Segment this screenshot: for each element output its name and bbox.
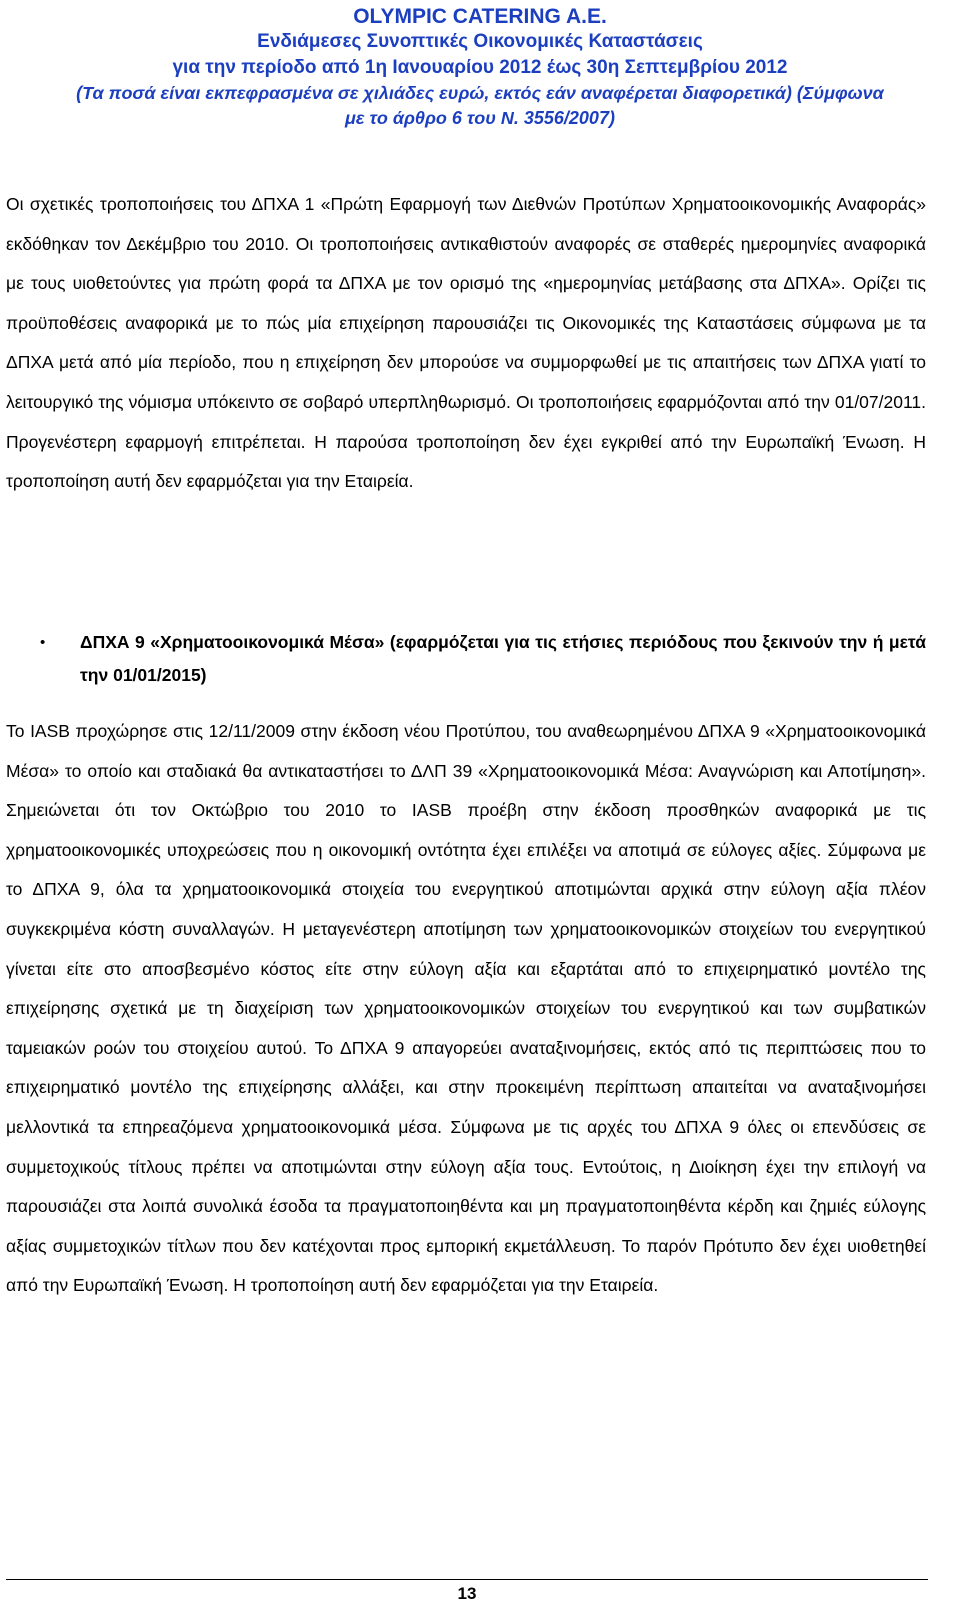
document-header [0, 4, 960, 131]
currency-note-line1: (Τα ποσά είναι εκπεφρασμένα σε χιλιάδες ευρώ, εκτός εάν αναφέρεται διαφορετικά) (Σύμφωνα [76, 83, 884, 103]
paragraph-ifrs9-description: Το IASB προχώρησε στις 12/11/2009 στην έκδοση νέου Προτύπου, του αναθεωρημένου ΔΠΧΑ 9 «Χρηματοοικονομικά Μέσα» το οποίο και σταδιακά θα αντικαταστήσει το ΔΛΠ 39 «Χρηματοοικονομικά Μέσα: Αναγνώριση και Αποτίμηση». Σημειώνεται ότι τον Οκτώβριο του 2010 το IASB προέβη στην έκδοση προσθηκών αναφορικά με τις χρηματοοικονομικές υποχρεώσεις που η οικονομική οντότητα έχει επιλέξει να αποτιμά σε εύλογες αξίες. Σύμφωνα με το ΔΠΧΑ 9, όλα τα χρηματοοικονομικά στοιχεία του ενεργητικού αποτιμώνται αρχικά στην εύλογη αξία πλέον συγκεκριμένα κόστη συναλλαγών. Η μεταγενέστερη αποτίμηση των χρηματοοικονομικών στοιχείων του ενεργητικού γίνεται είτε στο αποσβεσμένο κόστος είτε στην εύλογη αξία και εξαρτάται από το επιχειρηματικό μοντέλο της επιχείρησης σχετικά με τη διαχείριση των χρηματοοικονομικών στοιχείων του ενεργητικού και των συμβατικών ταμειακών ροών του στοιχείου αυτού. Το ΔΠΧΑ 9 απαγορεύει αναταξινομήσεις, εκτός από τις περιπτώσεις που το επιχειρηματικό μοντέλο της επιχείρησης αλλάξει, και στην προκειμένη περίπτωση απαιτείται να αναταξινομήσει μελλοντικά τα επηρεαζόμενα χρηματοοικονομικά μέσα. Σύμφωνα με τις αρχές του ΔΠΧΑ 9 όλες οι επενδύσεις σε συμμετοχικούς τίτλους πρέπει να αποτιμώνται στην εύλογη αξία τους. Εντούτοις, η Διοίκηση έχει την επιλογή να παρουσιάζει στα λοιπά συνολικά έσοδα τα πραγματοποιηθέντα και μη πραγματοποιηθέντα κέρδη και ζημιές εύλογης αξίας συμμετοχικών τίτλων που δεν κατέχονται προς εμπορική εκμετάλλευση. Το παρόν Πρότυπο δεν έχει υιοθετηθεί από την Ευρωπαϊκή Ένωση. Η τροποποίηση αυτή δεν εφαρμόζεται για την Εταιρεία. [6, 721, 926, 1296]
report-period: για την περίοδο από 1η Ιανουαρίου 2012 έως 30η Σεπτεμβρίου 2012 [172, 57, 788, 78]
company-name: OLYMPIC CATERING A.E. [353, 5, 607, 28]
report-title: Ενδιάμεσες Συνοπτικές Οικονομικές Καταστάσεις [257, 31, 703, 52]
bullet-heading: ΔΠΧΑ 9 «Χρηματοοικονομικά Μέσα» (εφαρμόζεται για τις ετήσιες περιόδους που ξεκινούν την ή μετά την 01/01/2015) [80, 632, 926, 685]
page-number: 13 [457, 1584, 477, 1603]
bullet-icon: • [40, 634, 46, 651]
currency-note-line2: με το άρθρο 6 του Ν. 3556/2007) [345, 108, 615, 128]
paragraph-ifrs1-amendments: Οι σχετικές τροποποιήσεις του ΔΠΧΑ 1 «Πρώτη Εφαρμογή των Διεθνών Προτύπων Χρηματοοικονομικής Αναφοράς» εκδόθηκαν τον Δεκέμβριο του 2010. Οι τροποποιήσεις αντικαθιστούν αναφορές σε σταθερές ημερομηνίες αναφορικά με τους υιοθετούντες για πρώτη φορά τα ΔΠΧΑ με τον ορισμό της «ημερομηνίας μετάβασης στα ΔΠΧΑ». Ορίζει τις προϋποθέσεις αναφορικά με το πώς μία επιχείρηση παρουσιάζει τις Οικονομικές της Καταστάσεις σύμφωνα με τα ΔΠΧΑ μετά από μία περίοδο, που η επιχείρηση δεν μπορούσε να συμμορφωθεί με τις απαιτήσεις των ΔΠΧΑ γιατί το λειτουργικό της νόμισμα υπόκειντο σε σοβαρό υπερπληθωρισμό. Οι τροποποιήσεις εφαρμόζονται από την 01/07/2011. Προγενέστερη εφαρμογή επιτρέπεται. Η παρούσα τροποποίηση δεν έχει εγκριθεί από την Ευρωπαϊκή Ένωση. Η τροποποίηση αυτή δεν εφαρμόζεται για την Εταιρεία. [6, 194, 926, 492]
footer-divider [6, 1579, 928, 1580]
